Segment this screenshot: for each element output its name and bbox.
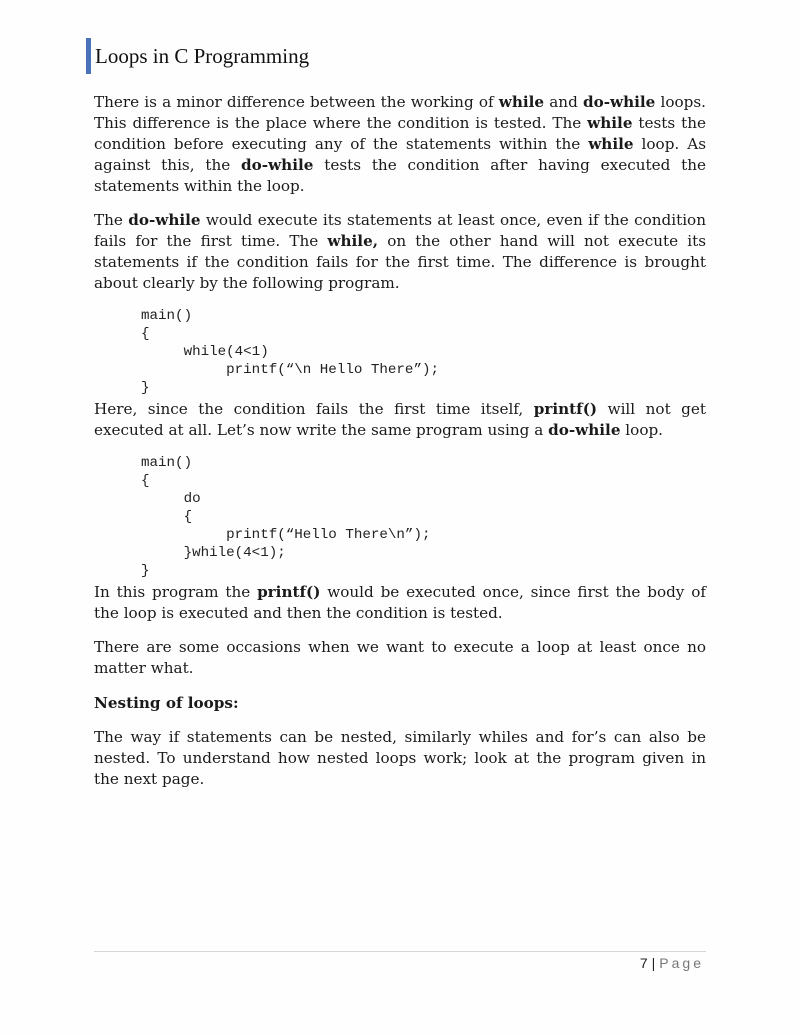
page-label: Page xyxy=(659,955,704,971)
header-title: Loops in C Programming xyxy=(95,44,310,68)
paragraph-4 xyxy=(94,582,706,624)
paragraph-3 xyxy=(94,399,706,441)
bold-keyword: while xyxy=(588,135,634,153)
code-line: } xyxy=(141,380,150,396)
text-run: loop. As against this, the xyxy=(94,135,706,174)
bold-keyword: while xyxy=(498,93,545,111)
code-line: { xyxy=(141,473,150,489)
text-run: Here, since the condition fails the first time itself, xyxy=(94,400,534,418)
text-run: In this program the xyxy=(94,583,258,601)
page-content xyxy=(94,92,706,803)
bold-keyword: do-while xyxy=(582,93,656,111)
code-block-while xyxy=(94,307,706,397)
code-line: { xyxy=(141,509,193,525)
paragraph-1 xyxy=(94,92,706,197)
code-line: printf(“Hello There\n”); xyxy=(141,527,431,543)
text-run: tests the condition before executing any of the statements within the xyxy=(94,114,707,153)
footer-divider xyxy=(94,951,706,952)
section-heading: Nesting of loops: xyxy=(94,694,239,712)
text-run: on the other hand will not execute its statements if the condition fails for the first time. The difference is brought about clearly by the following program. xyxy=(94,232,707,292)
bold-keyword: printf() xyxy=(257,583,321,601)
bold-keyword: do-while xyxy=(128,211,201,229)
header-bar xyxy=(86,38,309,74)
footer-separator: | xyxy=(651,955,656,971)
paragraph-2 xyxy=(94,210,706,294)
code-line: }while(4<1); xyxy=(141,545,286,561)
text-run: would execute its statements at least once, even if the condition fails for the first time. The xyxy=(94,211,706,250)
text-run: will not get executed at all. Let’s now write the same program using a xyxy=(94,400,706,439)
text-run: loops. This difference is the place where the condition is tested. The xyxy=(94,93,706,132)
code-line: main() xyxy=(141,308,193,324)
bold-keyword: while xyxy=(587,114,633,132)
text-run: There is a minor difference between the working of xyxy=(94,93,499,111)
page-footer xyxy=(640,955,704,971)
page-number: 7 xyxy=(639,955,648,971)
code-line: printf(“\n Hello There”); xyxy=(141,362,439,378)
bold-keyword: do-while xyxy=(241,156,314,174)
code-line: } xyxy=(141,563,150,579)
paragraph-5: There are some occasions when we want to execute a loop at least once no matter what. xyxy=(94,638,706,677)
text-run: tests the condition after having executed the statements within the loop. xyxy=(94,156,706,195)
paragraph-6: The way if statements can be nested, similarly whiles and for’s can also be nested. To understand how nested loops work; look at the program given in the next page. xyxy=(94,728,706,788)
text-run: The xyxy=(94,211,129,229)
bold-keyword: while, xyxy=(327,232,379,250)
text-run: would be executed once, since first the body of the loop is executed and then the condition is tested. xyxy=(94,583,706,622)
code-line: main() xyxy=(141,455,193,471)
text-run: loop. xyxy=(620,421,664,439)
code-block-do-while xyxy=(94,454,706,580)
bold-keyword: do-while xyxy=(548,421,621,439)
code-line: while(4<1) xyxy=(141,344,269,360)
code-line: { xyxy=(141,326,150,342)
text-run: and xyxy=(544,93,583,111)
code-line: do xyxy=(141,491,201,507)
bold-keyword: printf() xyxy=(533,400,598,418)
